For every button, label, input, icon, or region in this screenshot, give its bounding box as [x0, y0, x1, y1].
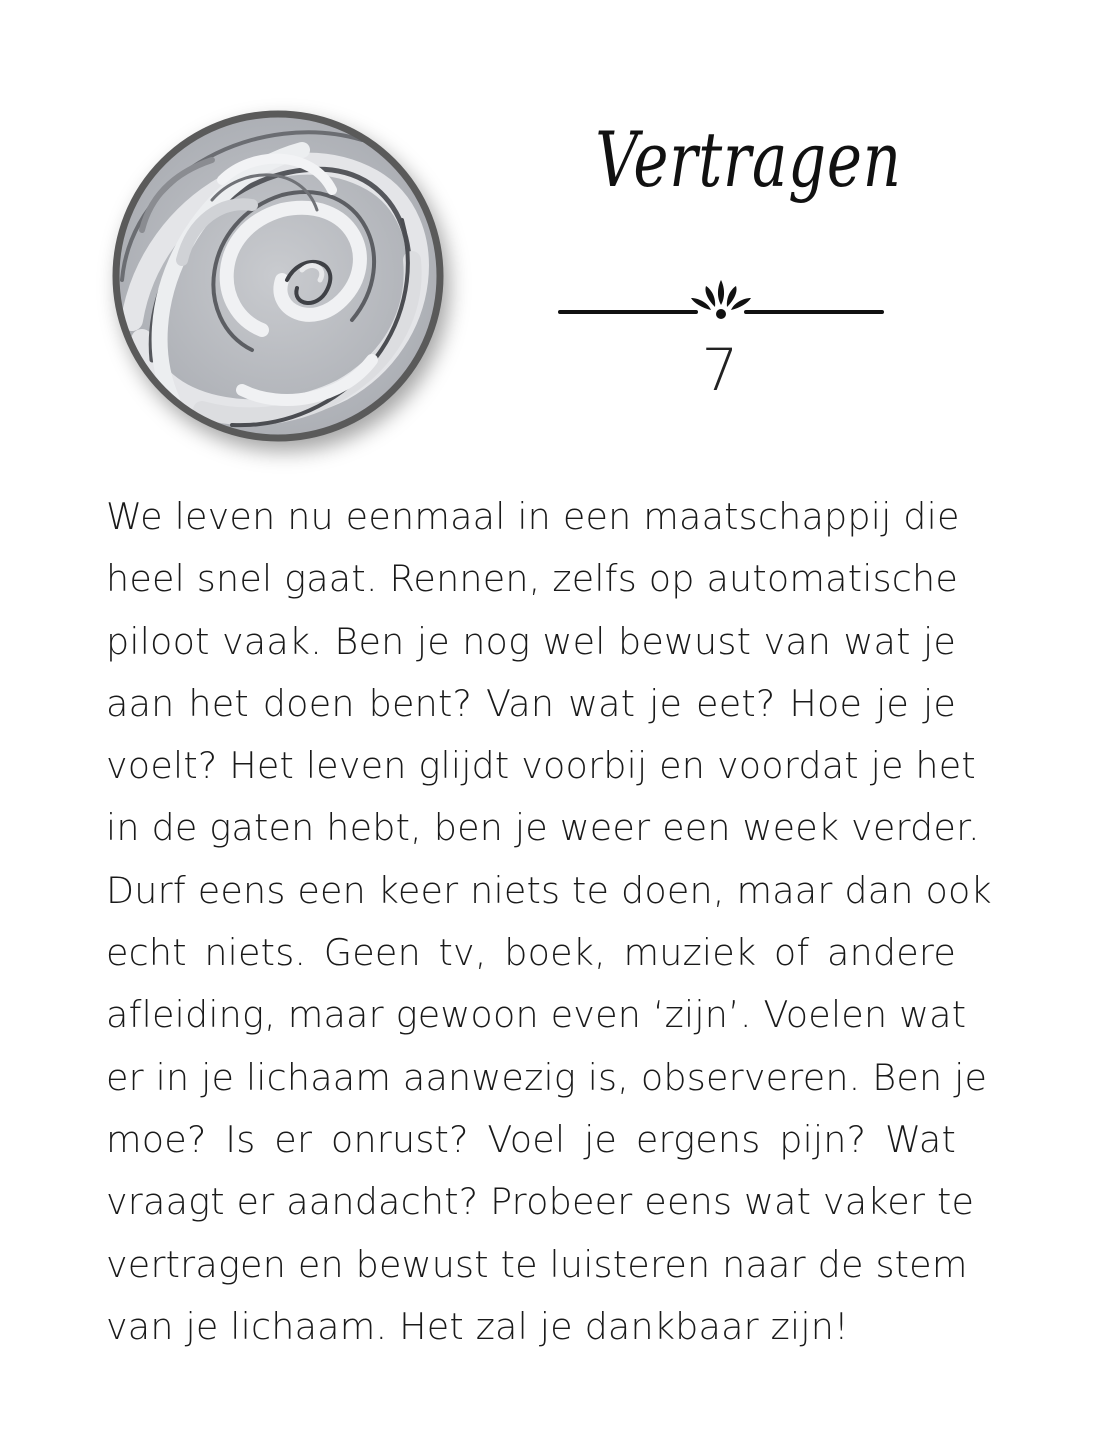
body-line: vraagt er aandacht? Probeer eens wat vaker te — [106, 1180, 975, 1224]
body-line: vertragen en bewust te luisteren naar de stem — [106, 1242, 968, 1286]
body-line: moe? Is er onrust? Voel je ergens pijn? Wat — [106, 1117, 956, 1161]
card-title: Vertragen — [595, 115, 902, 204]
body-line: er in je lichaam aanwezig is, observeren. Ben je — [106, 1055, 988, 1099]
card-number: 7 — [701, 336, 739, 404]
body-line: in de gaten hebt, ben je weer een week verder. — [106, 806, 980, 850]
body-line: heel snel gaat. Rennen, zelfs op automatische — [106, 557, 959, 601]
body-line: We leven nu eenmaal in een maatschappij die — [106, 495, 960, 538]
body-line: Durf eens een keer niets te doen, maar dan ook — [106, 868, 992, 912]
body-line: afleiding, maar gewoon even ‘zijn’. Voelen wat — [106, 993, 967, 1037]
body-line: aan het doen bent? Van wat je eet? Hoe je je — [106, 681, 956, 725]
swirl-painting-image — [112, 110, 444, 442]
ornament-divider — [558, 278, 884, 324]
card-body-text — [106, 486, 992, 1358]
body-line: piloot vaak. Ben je nog wel bewust van wat je — [106, 619, 956, 663]
body-line: van je lichaam. Het zal je dankbaar zijn! — [106, 1304, 849, 1348]
body-line: echt niets. Geen tv, boek, muziek of andere — [106, 931, 956, 975]
body-line: voelt? Het leven glijdt voorbij en voordat je het — [106, 744, 976, 788]
